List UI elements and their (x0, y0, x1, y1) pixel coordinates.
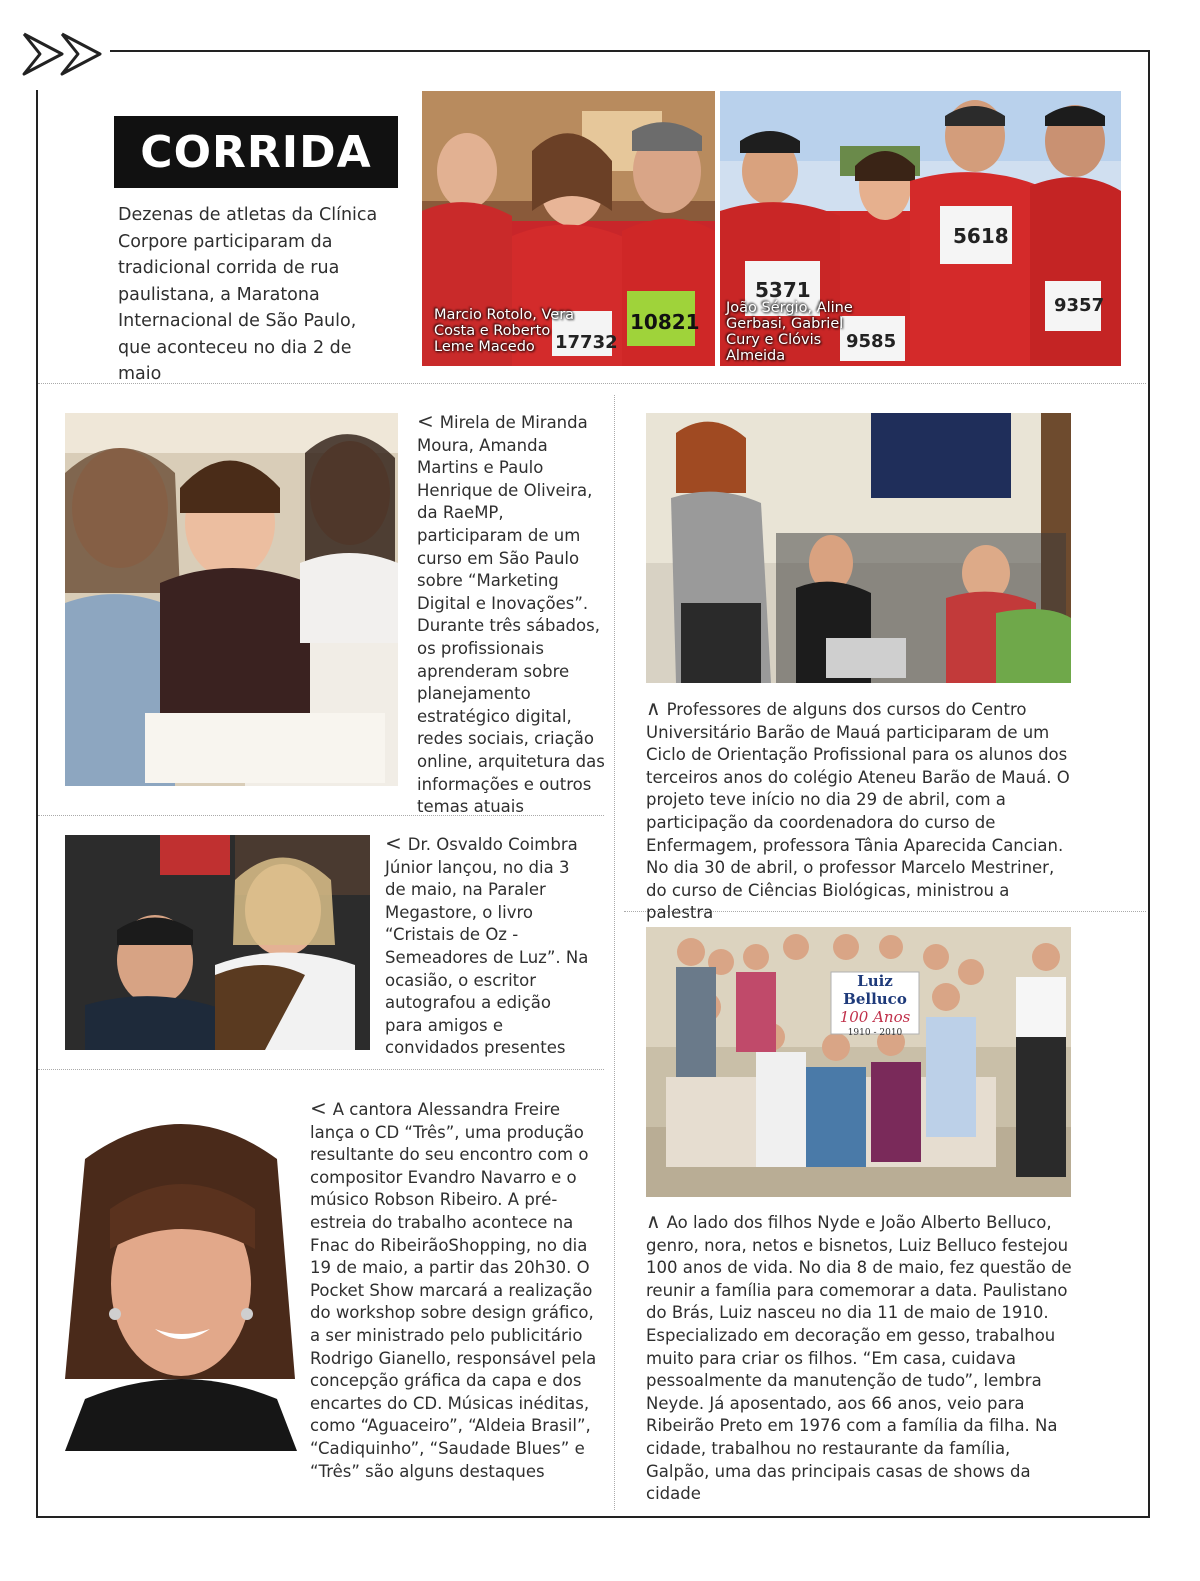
raemp-text (417, 410, 605, 819)
banner-subtitle: 100 Anos (839, 1008, 911, 1026)
frame-top-line (110, 50, 1150, 52)
belluco-caption: Ao lado dos filhos Nyde e João Alberto Belluco, genro, nora, netos e bisnetos, Luiz Belluco festejou 100 anos de vida. No dia 8 de maio, fez questão de reunir a família para comemorar a data. Paulistano do Brás, Luiz nasceu no dia 11 de maio de 1910. Especializado em decoração em gesso, trabalhou muito para criar os filhos. “Em casa, cuidava pessoalmente da manutenção de tudo”, lembra Neyde. Já aposentado, aos 66 anos, veio para Ribeirão Preto em 1976 com a família da filha. Na cidade, trabalhou no restaurante da família, Galpão, uma das principais casas de shows da cidade (646, 1213, 1072, 1504)
left-arrow-marker-icon: < (385, 831, 402, 855)
divider-center (614, 395, 615, 1510)
up-arrow-marker-icon: ∧ (646, 1209, 661, 1233)
section-title: CORRIDA (114, 116, 398, 188)
race-right-caption: João Sérgio, Aline Gerbasi, Gabriel Cury e Clóvis Almeida (726, 300, 853, 364)
frame-right-line (1148, 50, 1150, 1518)
banner-title: Luiz Belluco (843, 972, 907, 1008)
left-arrow-marker-icon: < (417, 409, 434, 433)
raemp-caption: Mirela de Miranda Moura, Amanda Martins e Paulo Henrique de Oliveira, da RaeMP, participaram de um curso em São Paulo sobre “Marketing Digital e Inovações”. Durante três sábados, os profissionais aprenderam sobre planejamento estratégico digital, redes sociais, criação online, arquitetura das informações e outros temas atuais (417, 413, 605, 817)
osvaldo-text (385, 832, 590, 1060)
divider-left-2 (38, 1069, 604, 1070)
race-bib-label: 10821 (630, 310, 700, 334)
banner-years: 1910 - 2010 (847, 1028, 903, 1038)
osvaldo-photo (65, 835, 370, 1050)
race-bib-label: 9357 (1054, 295, 1105, 316)
alessandra-photo (65, 1099, 297, 1451)
alessandra-caption: A cantora Alessandra Freire lança o CD “Três”, uma produção resultante do seu encontro com o compositor Evandro Navarro e o músico Robson Ribeiro. A pré-estreia do trabalho acontece na Fnac do RibeirãoShopping, no dia 19 de maio, a partir das 20h30. O Pocket Show marcará a realização do workshop sobre design gráfico, a ser ministrado pelo publicitário Rodrigo Gianello, responsável pela concepção gráfica da capa e dos encartes do CD. Músicas inéditas, como “Aguaceiro”, “Aldeia Brasil”, “Cadiquinho”, “Saudade Blues” e “Três” são alguns destaques (310, 1100, 597, 1481)
left-arrow-marker-icon: < (310, 1096, 327, 1120)
raemp-photo (65, 413, 398, 786)
professores-text (646, 697, 1072, 925)
frame-bottom-line (36, 1516, 1150, 1518)
race-bib-label: 17732 (555, 332, 618, 353)
professores-photo (646, 413, 1071, 683)
frame-left-line (36, 90, 38, 1518)
professores-caption: Professores de alguns dos cursos do Centro Universitário Barão de Mauá participaram de um Ciclo de Orientação Profissional para os alunos dos terceiros anos do colégio Ateneu Barão de Mauá. O projeto teve início no dia 29 de abril, com a participação da coordenadora do curso de Enfermagem, professora Tânia Aparecida Cancian. No dia 30 de abril, o professor Marcelo Mestriner, do curso de Ciências Biológicas, ministrou a palestra (646, 700, 1070, 923)
chevron-logo-icon (22, 30, 104, 78)
section-lead: Dezenas de atletas da Clínica Corpore participaram da tradicional corrida de rua paulistana, a Maratona Internacional de São Paulo, que aconteceu no dia 2 de maio (118, 205, 378, 384)
osvaldo-caption: Dr. Osvaldo Coimbra Júnior lançou, no dia 3 de maio, na Paraler Megastore, o livro “Cristais de Oz - Semeadores de Luz”. Na ocasião, o escritor autografou a edição para amigos e convidados presentes (385, 835, 589, 1058)
belluco-banner (831, 972, 919, 1040)
race-bib-label: 9585 (846, 331, 897, 352)
belluco-photo (646, 927, 1071, 1197)
alessandra-text (310, 1097, 602, 1483)
race-left-caption: Marcio Rotolo, Vera Costa e Roberto Leme Macedo (434, 307, 575, 355)
race-bib-label: 5618 (953, 224, 1009, 248)
race-bib-label: 5371 (755, 278, 811, 302)
belluco-text (646, 1210, 1074, 1506)
up-arrow-marker-icon: ∧ (646, 696, 661, 720)
